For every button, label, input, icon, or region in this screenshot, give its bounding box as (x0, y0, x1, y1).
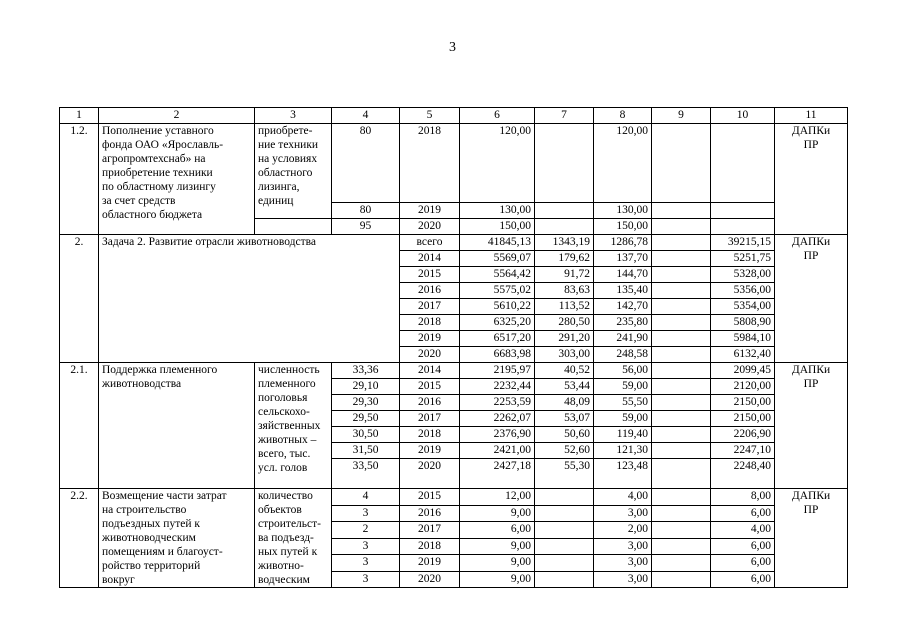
cell-total: 6517,20 (460, 331, 535, 347)
cell-year: 2020 (400, 571, 460, 588)
header-cell: 6 (460, 108, 535, 124)
cell-other: 2150,00 (711, 411, 775, 427)
task-name: Задача 2. Развитие отрасли животноводства (99, 235, 400, 363)
cell-year: всего (400, 235, 460, 251)
cell-federal: 291,20 (535, 331, 594, 347)
text-line: Пополнение уставного (102, 125, 214, 137)
cell-total: 9,00 (460, 538, 535, 555)
row-number: 1.2. (60, 124, 99, 235)
text-line: фонда ОАО «Ярославль- (102, 139, 224, 151)
cell-year: 2017 (400, 522, 460, 539)
header-cell: 3 (255, 108, 332, 124)
cell-federal: 53,07 (535, 411, 594, 427)
cell-other: 2247,10 (711, 443, 775, 459)
cell-year: 2019 (400, 203, 460, 219)
cell-year: 2015 (400, 379, 460, 395)
cell-year-value: 2 (332, 522, 400, 539)
cell-other: 5808,90 (711, 315, 775, 331)
row-number: 2. (60, 235, 99, 363)
cell-federal (535, 489, 594, 506)
table-row (60, 124, 848, 203)
cell-year: 2018 (400, 124, 460, 203)
cell-local (652, 235, 711, 251)
cell-year-value: 29,10 (332, 379, 400, 395)
text-line: по областному лизингу (102, 181, 216, 193)
cell-total: 2262,07 (460, 411, 535, 427)
cell-year: 2018 (400, 427, 460, 443)
cell-year: 2017 (400, 411, 460, 427)
text-line: всего, тыс. (258, 448, 311, 460)
table-row (60, 363, 848, 379)
cell-other (711, 124, 775, 203)
text-line: ДАПКи (791, 490, 831, 502)
indicator-name (255, 124, 332, 219)
cell-regional: 3,00 (594, 505, 652, 522)
cell-regional: 144,70 (594, 267, 652, 283)
cell-year-value: 30,50 (332, 427, 400, 443)
indicator-empty (255, 219, 332, 235)
cell-other: 2120,00 (711, 379, 775, 395)
text-line: за счет средств (102, 195, 176, 207)
cell-other: 5984,10 (711, 331, 775, 347)
cell-total: 5575,02 (460, 283, 535, 299)
cell-other: 5354,00 (711, 299, 775, 315)
cell-year: 2016 (400, 395, 460, 411)
cell-regional: 3,00 (594, 555, 652, 572)
cell-regional: 150,00 (594, 219, 652, 235)
header-cell: 2 (99, 108, 255, 124)
cell-local (652, 555, 711, 572)
cell-federal: 113,52 (535, 299, 594, 315)
cell-federal (535, 522, 594, 539)
cell-total: 130,00 (460, 203, 535, 219)
text-line: ПР (803, 139, 819, 151)
text-line: ПР (803, 250, 819, 262)
text-line: агропромтехснаб» на (102, 153, 206, 165)
text-line: количество (258, 490, 313, 502)
cell-year-value: 4 (332, 489, 400, 506)
cell-year: 2018 (400, 538, 460, 555)
cell-other: 2099,45 (711, 363, 775, 379)
cell-year: 2020 (400, 347, 460, 363)
text-line: ДАПКи (791, 236, 831, 248)
cell-local (652, 522, 711, 539)
cell-federal (535, 203, 594, 219)
cell-total: 9,00 (460, 555, 535, 572)
cell-other: 39215,15 (711, 235, 775, 251)
cell-year-value: 3 (332, 505, 400, 522)
table-row (60, 235, 848, 251)
cell-total: 2195,97 (460, 363, 535, 379)
measure-name (99, 124, 255, 235)
text-line: животноводческим (102, 532, 196, 544)
cell-total: 5569,07 (460, 251, 535, 267)
cell-local (652, 538, 711, 555)
cell-federal: 53,44 (535, 379, 594, 395)
cell-regional: 119,40 (594, 427, 652, 443)
cell-federal (535, 505, 594, 522)
text-line: поголовья (258, 392, 308, 404)
cell-regional: 120,00 (594, 124, 652, 203)
text-line: численность (258, 364, 320, 376)
cell-year: 2020 (400, 459, 460, 489)
cell-other: 4,00 (711, 522, 775, 539)
cell-federal: 280,50 (535, 315, 594, 331)
cell-local (652, 283, 711, 299)
cell-regional: 55,50 (594, 395, 652, 411)
cell-total: 2232,44 (460, 379, 535, 395)
cell-year: 2014 (400, 363, 460, 379)
text-line: ДАПКи (791, 364, 831, 376)
executor (775, 363, 848, 489)
cell-federal: 55,30 (535, 459, 594, 489)
cell-other (711, 203, 775, 219)
cell-local (652, 443, 711, 459)
cell-local (652, 459, 711, 489)
cell-federal (535, 555, 594, 572)
cell-local (652, 219, 711, 235)
cell-local (652, 427, 711, 443)
header-cell: 7 (535, 108, 594, 124)
text-line: подъездных путей к (102, 518, 200, 530)
cell-year: 2017 (400, 299, 460, 315)
header-cell: 11 (775, 108, 848, 124)
cell-federal: 48,09 (535, 395, 594, 411)
text-line: единиц (258, 195, 294, 207)
cell-other (711, 219, 775, 235)
cell-local (652, 124, 711, 203)
cell-year-value: 3 (332, 571, 400, 588)
cell-local (652, 251, 711, 267)
cell-year: 2016 (400, 283, 460, 299)
cell-local (652, 571, 711, 588)
cell-federal (535, 219, 594, 235)
cell-total: 12,00 (460, 489, 535, 506)
cell-regional: 248,58 (594, 347, 652, 363)
cell-year-value: 3 (332, 538, 400, 555)
text-line: ДАПКи (791, 125, 831, 137)
header-cell: 9 (652, 108, 711, 124)
cell-other: 5328,00 (711, 267, 775, 283)
program-table (59, 107, 848, 588)
cell-year: 2019 (400, 555, 460, 572)
cell-federal: 303,00 (535, 347, 594, 363)
text-line: ние техники (258, 139, 319, 151)
cell-total: 6325,20 (460, 315, 535, 331)
cell-other: 6,00 (711, 538, 775, 555)
text-line: Возмещение части затрат (102, 490, 227, 502)
cell-total: 9,00 (460, 571, 535, 588)
cell-federal: 50,60 (535, 427, 594, 443)
cell-total: 6,00 (460, 522, 535, 539)
cell-total: 2421,00 (460, 443, 535, 459)
cell-regional: 130,00 (594, 203, 652, 219)
cell-local (652, 315, 711, 331)
cell-local (652, 363, 711, 379)
cell-year-value: 3 (332, 555, 400, 572)
indicator-name (255, 363, 332, 489)
text-line: лизинга, (258, 181, 300, 193)
cell-local (652, 347, 711, 363)
cell-year-value: 31,50 (332, 443, 400, 459)
cell-year-value: 80 (332, 124, 400, 203)
cell-total: 2427,18 (460, 459, 535, 489)
cell-federal (535, 571, 594, 588)
cell-regional: 1286,78 (594, 235, 652, 251)
text-line: усл. голов (258, 462, 308, 474)
cell-other: 2150,00 (711, 395, 775, 411)
cell-local (652, 299, 711, 315)
cell-local (652, 267, 711, 283)
cell-year: 2015 (400, 489, 460, 506)
cell-regional: 59,00 (594, 379, 652, 395)
cell-federal: 83,63 (535, 283, 594, 299)
header-cell: 10 (711, 108, 775, 124)
text-line: ПР (803, 378, 819, 390)
cell-year-value: 33,50 (332, 459, 400, 489)
text-line: областного (258, 167, 313, 179)
cell-other: 5251,75 (711, 251, 775, 267)
text-line: животных – (258, 434, 317, 446)
cell-other: 6,00 (711, 505, 775, 522)
cell-regional: 142,70 (594, 299, 652, 315)
cell-local (652, 489, 711, 506)
cell-regional: 59,00 (594, 411, 652, 427)
cell-federal: 52,60 (535, 443, 594, 459)
cell-local (652, 203, 711, 219)
page-number: 3 (449, 40, 456, 55)
header-cell: 5 (400, 108, 460, 124)
cell-federal (535, 538, 594, 555)
text-line: на условиях (258, 153, 318, 165)
text-line: водческим (258, 574, 310, 586)
cell-local (652, 411, 711, 427)
header-cell: 1 (60, 108, 99, 124)
cell-year-value: 95 (332, 219, 400, 235)
cell-total: 5564,42 (460, 267, 535, 283)
text-line: приобретение техники (102, 167, 213, 179)
executor (775, 124, 848, 235)
cell-year: 2016 (400, 505, 460, 522)
cell-federal: 179,62 (535, 251, 594, 267)
cell-year: 2015 (400, 267, 460, 283)
cell-regional: 137,70 (594, 251, 652, 267)
cell-regional: 2,00 (594, 522, 652, 539)
cell-local (652, 331, 711, 347)
measure-name (99, 363, 255, 489)
text-line: ных путей к (258, 546, 318, 558)
text-line: Поддержка племенного (102, 364, 218, 376)
text-line: ройство территорий (102, 560, 201, 572)
cell-total: 6683,98 (460, 347, 535, 363)
cell-regional: 4,00 (594, 489, 652, 506)
cell-regional: 121,30 (594, 443, 652, 459)
row-number: 2.2. (60, 489, 99, 588)
text-line: приобрете- (258, 125, 313, 137)
cell-other: 5356,00 (711, 283, 775, 299)
cell-year-value: 80 (332, 203, 400, 219)
cell-total: 41845,13 (460, 235, 535, 251)
text-line: сельскохо- (258, 406, 310, 418)
cell-total: 9,00 (460, 505, 535, 522)
cell-year: 2020 (400, 219, 460, 235)
cell-other: 6132,40 (711, 347, 775, 363)
measure-name (99, 489, 255, 588)
cell-other: 6,00 (711, 555, 775, 572)
cell-other: 6,00 (711, 571, 775, 588)
cell-year-value: 29,30 (332, 395, 400, 411)
cell-total: 2376,90 (460, 427, 535, 443)
executor (775, 489, 848, 588)
text-line: ва подъезд- (258, 532, 314, 544)
cell-other: 2248,40 (711, 459, 775, 489)
header-cell: 8 (594, 108, 652, 124)
cell-year: 2018 (400, 315, 460, 331)
cell-regional: 3,00 (594, 538, 652, 555)
executor (775, 235, 848, 363)
cell-year-value: 33,36 (332, 363, 400, 379)
text-line: племенного (258, 378, 316, 390)
cell-year: 2019 (400, 443, 460, 459)
cell-federal: 1343,19 (535, 235, 594, 251)
cell-regional: 123,48 (594, 459, 652, 489)
cell-regional: 235,80 (594, 315, 652, 331)
cell-regional: 135,40 (594, 283, 652, 299)
table-row (60, 489, 848, 506)
text-line: областного бюджета (102, 209, 203, 221)
cell-total: 5610,22 (460, 299, 535, 315)
cell-regional: 241,90 (594, 331, 652, 347)
cell-other: 2206,90 (711, 427, 775, 443)
cell-other: 8,00 (711, 489, 775, 506)
text-line: зяйственных (258, 420, 321, 432)
text-line: животноводства (102, 378, 182, 390)
cell-federal (535, 124, 594, 203)
cell-federal: 40,52 (535, 363, 594, 379)
text-line: вокруг (102, 574, 135, 586)
cell-total: 150,00 (460, 219, 535, 235)
text-line: объектов (258, 504, 302, 516)
cell-year: 2019 (400, 331, 460, 347)
cell-total: 2253,59 (460, 395, 535, 411)
cell-federal: 91,72 (535, 267, 594, 283)
header-cell: 4 (332, 108, 400, 124)
cell-regional: 56,00 (594, 363, 652, 379)
cell-total: 120,00 (460, 124, 535, 203)
cell-local (652, 395, 711, 411)
indicator-name (255, 489, 332, 588)
cell-local (652, 379, 711, 395)
cell-regional: 3,00 (594, 571, 652, 588)
cell-year-value: 29,50 (332, 411, 400, 427)
text-line: помещениям и благоуст- (102, 546, 223, 558)
text-line: животно- (258, 560, 304, 572)
text-line: ПР (803, 504, 819, 516)
cell-local (652, 505, 711, 522)
text-line: строительст- (258, 518, 321, 530)
header-row (60, 108, 848, 124)
row-number: 2.1. (60, 363, 99, 489)
cell-year: 2014 (400, 251, 460, 267)
text-line: на строительство (102, 504, 187, 516)
